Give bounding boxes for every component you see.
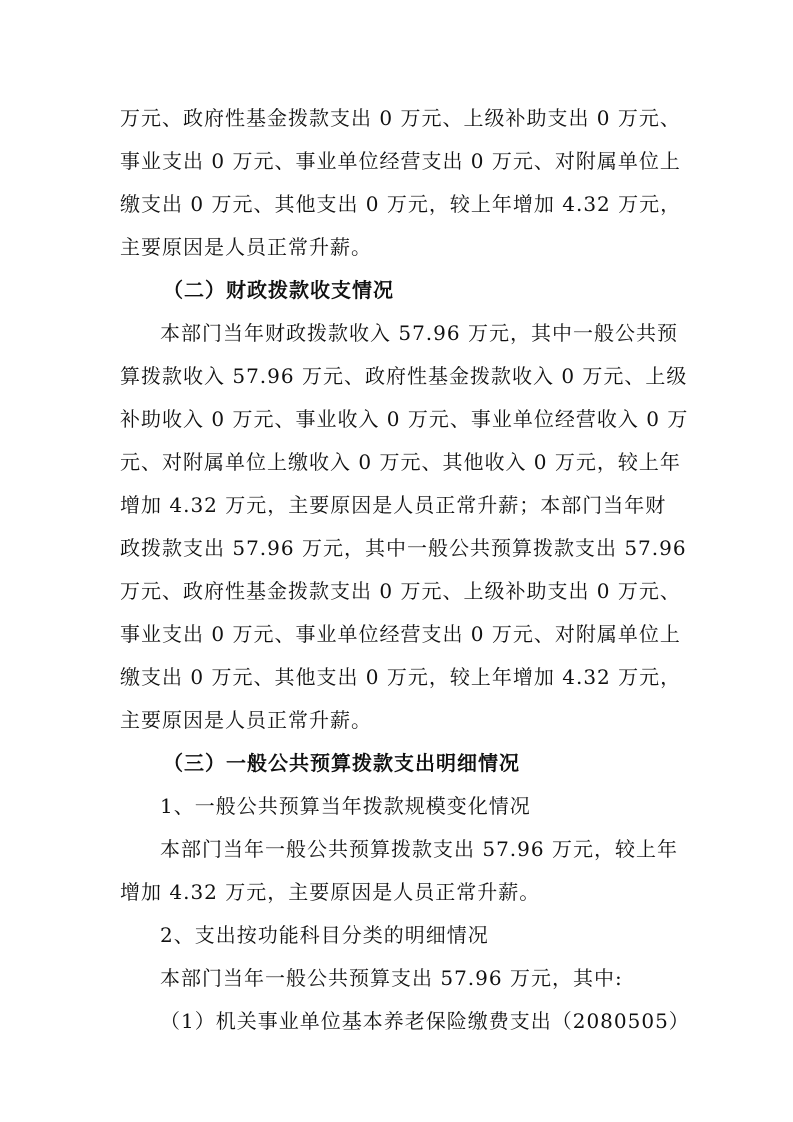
paragraph-line: 万元、政府性基金拨款支出 0 万元、上级补助支出 0 万元、 bbox=[120, 106, 681, 130]
paragraph-line: 本部门当年一般公共预算拨款支出 57.96 万元，较上年 bbox=[160, 837, 678, 861]
paragraph-line: 增加 4.32 万元，主要原因是人员正常升薪。 bbox=[120, 880, 541, 904]
paragraph-line: 缴支出 0 万元、其他支出 0 万元，较上年增加 4.32 万元， bbox=[120, 665, 682, 689]
paragraph-line: 增加 4.32 万元，主要原因是人员正常升薪；本部门当年财 bbox=[120, 493, 667, 517]
paragraph-line: 元、对附属单位上缴收入 0 万元、其他收入 0 万元，较上年 bbox=[120, 450, 681, 474]
paragraph-line: 本部门当年一般公共预算支出 57.96 万元，其中: bbox=[160, 966, 623, 990]
list-item: （1）机关事业单位基本养老保险缴费支出（2080505） bbox=[160, 1009, 690, 1033]
paragraph-line: 补助收入 0 万元、事业收入 0 万元、事业单位经营收入 0 万 bbox=[120, 407, 689, 431]
subsection-heading: 1、一般公共预算当年拨款规模变化情况 bbox=[160, 794, 531, 818]
paragraph-line: 主要原因是人员正常升薪。 bbox=[120, 235, 372, 259]
paragraph-line: 主要原因是人员正常升薪。 bbox=[120, 708, 372, 732]
paragraph-line: 万元、政府性基金拨款支出 0 万元、上级补助支出 0 万元、 bbox=[120, 579, 681, 603]
subsection-heading: 2、支出按功能科目分类的明细情况 bbox=[160, 923, 489, 947]
paragraph-line: 算拨款收入 57.96 万元、政府性基金拨款收入 0 万元、上级 bbox=[120, 364, 688, 388]
paragraph-line: 政拨款支出 57.96 万元，其中一般公共预算拨款支出 57.96 bbox=[120, 536, 687, 560]
section-heading-2: （二）财政拨款收支情况 bbox=[163, 278, 394, 302]
paragraph-line: 事业支出 0 万元、事业单位经营支出 0 万元、对附属单位上 bbox=[120, 622, 681, 646]
paragraph-line: 缴支出 0 万元、其他支出 0 万元，较上年增加 4.32 万元， bbox=[120, 192, 682, 216]
paragraph-line: 本部门当年财政拨款收入 57.96 万元，其中一般公共预 bbox=[160, 321, 678, 345]
section-heading-3: （三）一般公共预算拨款支出明细情况 bbox=[163, 751, 520, 775]
paragraph-line: 事业支出 0 万元、事业单位经营支出 0 万元、对附属单位上 bbox=[120, 149, 681, 173]
